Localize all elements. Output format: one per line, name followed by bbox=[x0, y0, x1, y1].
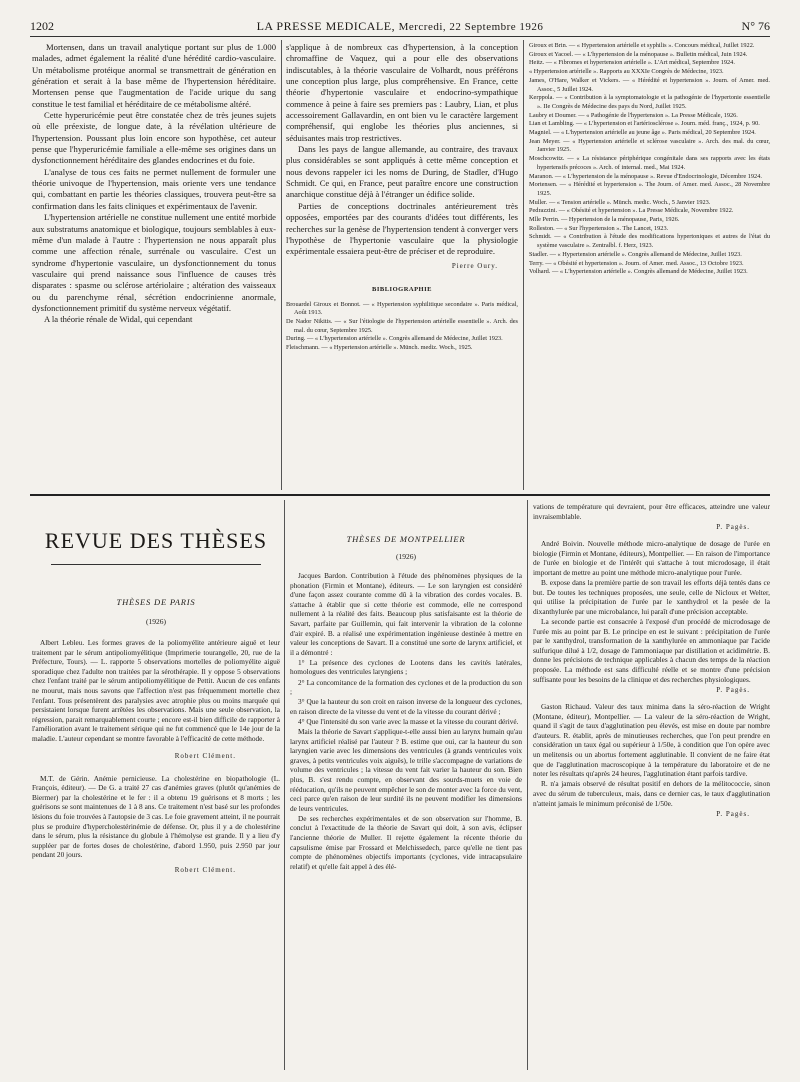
reviewer-signature: P. Pagès. bbox=[716, 523, 750, 532]
reviewer-signature: P. Pagès. bbox=[716, 686, 750, 695]
montpellier-year: (1926) bbox=[396, 552, 416, 561]
montpellier-heading: THÈSES DE MONTPELLIER bbox=[346, 534, 466, 544]
bibliography-entry: Fleischmann. — « Hypertension artérielle ». Münch. mediz. Woch., 1925. bbox=[286, 344, 473, 352]
title-rule bbox=[51, 564, 261, 565]
paragraph: La seconde partie est consacrée à l'exposé d'un procédé de microdosage de l'urée mis au point par B. Le principe en est le suivant : précipitation de l'urée par le xanthydrol, transformation de la xanthylurée en ammoniaque par l'acide sulfurique dilué à 1/2, dosage de l'ammoniaque par distillation et acidimétrie. B. donne les précisions de technique applicables à chacun des temps de la réaction proposée. La méthode est sans difficulté réelle et se montre d'une précision suffisante pour les besoins de la clinique et des recherches physiologiques. bbox=[533, 616, 770, 684]
journal-name: LA PRESSE MEDICALE, bbox=[256, 19, 396, 33]
column-rule bbox=[284, 500, 285, 1070]
paragraph: 1° La présence des cyclones de Lootens dans les cavités latérales, homologues des ventricules laryngiens ; bbox=[290, 657, 522, 677]
bibliography-entry: Rolleston. — « Sur l'hypertension ». The Lancet, 1923. bbox=[529, 224, 669, 232]
paragraph: Cette hyperuricémie peut être constatée chez de très jeunes sujets où elle préexiste, de longue date, à la révélation ultérieure de l'hypertension. Poussant plus loin encore son hypothèse, cet auteur pense que l'hyperuricémie familiale a elle-même ses origines dans un dysfonctionnement héréditaire des glandes endocrines et du foie. bbox=[32, 110, 276, 166]
thesis-review: Gaston Richaud. Valeur des taux minima dans la séro-réaction de Wright (Montane, éditeur), Montpellier. — La valeur de la séro-réaction de Wright, quand il s'agit de taux d'agglutination peu élevés, est mise en doute par nombre d'auteurs. R. établit, après de minutieuses recherches, que l'on peut prendre en considération un taux égal ou supérieur à 1/50e, à condition que l'on opère avec un melitensis ou un abortus fortement agglutinable. Il convient de ne faire état que de l'agglutination macroscopique à la température du laboratoire et de ne noter les résultats qu'après 24 heures, l'agglutination étant parfois tardive. bbox=[533, 702, 770, 779]
column-rule bbox=[281, 40, 282, 490]
paragraph: Parties de conceptions doctrinales antérieurement très opposées, emportées par des courants d'idées tout différents, les recherches sur la genèse de l'hypertension tendent à converger vers l'hypothèse de l'hypertonie vasculaire que la physiologie expérimentale essaiera peut-être de préciser et de reproduire. bbox=[286, 200, 518, 257]
reviewer-signature: Robert Clément. bbox=[174, 751, 236, 760]
paragraph: B. expose dans la première partie de son travail les efforts déjà tentés dans ce but. De toutes les techniques proposées, une seule, celle de Nicloux et Welter, qui utilise la précipitation de l'urée par le xanthydrol et la pesée de la dixanthylurée par une microbalance, lui paraît d'une précision acceptable. bbox=[533, 578, 770, 616]
bibliography-entry: Giroux et Yacoel. — « L'hypertension de la ménopause ». Bulletin médical, Juin 1924. bbox=[529, 50, 748, 58]
paragraph: L'hypertension artérielle ne constitue nullement une entité morbide aux substratums anatomique et biologique, toujours semblables à eux-même d'un malade à l'autre : l'hypertension ne nous apparaît plus comme une affection rénale, surrénale ou vasculaire. C'est un syndrome d'hypertonie vasculaire, un dysfonctionnement du tonus vasculaire qui prend naissance sous l'influence de causes très disparates : spasme ou sclérose artériolaire ; altération des vaisseaux ou du parenchyme rénal, sécrétion endocrinienne anormale, dysfonctionnement primitif du système nerveux végétatif. bbox=[32, 212, 276, 313]
bibliography-entry: Lian et Lambling. — « L'hypertension et l'artériosclérose ». Journ. méd. franç., 1924, p. 90. bbox=[529, 120, 760, 128]
bibliography-entry: Muller. — « Tension artérielle ». Münch. medic. Woch., 5 Janvier 1923. bbox=[529, 198, 711, 206]
top-column-2 bbox=[286, 42, 518, 353]
bibliography-entry: Pedrazzini. — « Obésité et hypertension ». La Presse Médicale, Novembre 1922. bbox=[529, 207, 734, 215]
paragraph: Mortensen, dans un travail analytique portant sur plus de 1.000 malades, admet également la réalité d'une hérédité cardio-vasculaire. Un métabolisme protéique anormal se transmettrait de génération en génération et serait à la base même de l'hypertension héréditaire. Mortensen pense que l'augmentation de l'acide urique du sang constitue le test familial et héréditaire de ce métabolisme altéré. bbox=[32, 42, 276, 109]
thesis-review: Albert Lebleu. Les formes graves de la poliomyélite antérieure aiguë et leur traitement par le sérum antipoliomyélitique (Imprimerie tourangelle, 20, rue de la Préfecture, Tours). — L. rapporte 5 observations mortelles de poliomyélite aiguë sporadique chez l'adulte non traitées par la sérothérapie. Il y oppose 5 observations chez l'enfant traité par le sérum antipoliomyélitique de Pettit. Aucun de ces enfants ne mourut, mais nous savons que l'affection n'est pas fréquemment mortelle chez l'enfant. Tous présentèrent des paralysies avec atrophie plus ou moins marquée qui persistaient lorsque furent arrêtées les observations. Mais une seule observation, la régression, parait remarquablement courte ; encore est-il bien difficile de rapporter à l'amélioration avant le traitement sérique qui ne fut commencé que le 14e jour de la maladie. L'auteur cependant se montre favorable à l'efficacité de cette méthode. bbox=[32, 638, 280, 743]
top-column-1 bbox=[32, 42, 276, 326]
reviewer-signature: P. Pagès. bbox=[716, 810, 750, 819]
bibliography-entry: James, O'Hare, Walker et Vickers. — « Hérédité et hypertension ». Journ. of Amer. med. Assoc., 5 Juillet 1924. bbox=[529, 76, 770, 93]
bibliography-entry: Giroux et Brin. — « Hypertension artérielle et syphilis ». Concours médical, Juillet 1922. bbox=[529, 42, 755, 49]
paragraph: vations de température qui devraient, pour être efficaces, atteindre une valeur invraisemblable. bbox=[533, 502, 770, 521]
journal-title bbox=[30, 18, 770, 35]
bibliography-entry: During. — « L'hypertension artérielle ». Congrès allemand de Médecine, Juillet 1923. bbox=[286, 335, 503, 343]
paragraph: De ses recherches expérimentales et de son observation sur l'homme, B. conclut à l'exactitude de la théorie de Savart qui doit, à son avis, éclipser l'ancienne théorie de Muller. Il rejette également la récente théorie du capsulisme émise par Frossard et Melchissedech, parce qu'elle ne tient pas compte de phénomènes objectifs importants (cyclones, vide intracapsulaire relatif) et qu'elle fait appel à des élé- bbox=[290, 813, 522, 871]
paragraph: s'applique à de nombreux cas d'hypertension, à la conception chromaffine de Vaquez, qui a pour elle des observations indiscutables, à la théorie vasculaire de Volhardt, nous préférons une conception plus large, plus compréhensive. En France, cette théorie d'hypertonie vasculaire et endocrino-sympathique commence à peine à faire ses premiers pas : Laubry, Lian, et plus accessoirement Gallavardin, en ont bien vu le caractère largement compréhensif, qui englobe les théories plus anciennes, si séduisantes mais trop restrictives. bbox=[286, 42, 518, 143]
paragraph: Mais la théorie de Savart s'applique-t-elle aussi bien au larynx humain qu'au larynx artificiel réalisé par l'auteur ? B. estime que oui, car la hauteur du son laryngien varie avec les dimensions des ventricules (à grands ventricules voix graves, à petits ventricules voix aiguës), le trille s'accompagne de variations de volume des ventricules ; la vitesse du vent fait varier la hauteur du son. Bien plus, B. s'est rendu compte, en observant des sourds-muets en voie de rééducation, qu'ils ne peuvent empêcher le son de monter avec la force du vent, ceci parce qu'en raison de leur surdité ils ne peuvent modifier les dimensions de leurs ventricules. bbox=[290, 727, 522, 813]
bibliography-entry: Magniel. — « L'hypertension artérielle au jeune âge ». Paris médical, 20 Septembre 1924. bbox=[529, 129, 756, 137]
bibliography-entry: « Hypertension artérielle ». Rapports au XXXIe Congrès de Médecine, 1923. bbox=[529, 68, 724, 76]
thesis-review: M.T. de Gérin. Anémie pernicieuse. La cholestérine en biopathologie (L. François, éditeur). — De G. a traité 27 cas d'anémies graves (plutôt qu'anémies de Biermer) par la cholestérine et le fer : il a obtenu 19 guérisons et 8 morts ; les guérisons se sont maintenues de 1 à 8 ans. Ce traitement n'est basé sur les profondes lésions du foie trouvées à l'autopsie de 3 cas. Le foie gravement atteint, il ne pourrait plus se produire d'hypercholestérinémie de défense. Or, plus il y a de cholestérine dans le sérum, plus la résistance du globule à l'hémolyse est grande. Il y a lieu d'y suppléer par de fortes doses de cholestérine, d'abord 1.950, puis 2.950 par jour pendant 20 jours. bbox=[32, 773, 280, 860]
bibliography-entry: De Nador Nikitis. — « Sur l'étiologie de l'hypertension artérielle essentielle ». Arch. des mal. du cœur, Septembre 1925. bbox=[286, 317, 518, 334]
bibliography-entry: Terry. — « Obésité et hypertension ». Journ. of Amer. med. Assoc., 13 Octobre 1923. bbox=[529, 259, 744, 267]
bottom-column-3 bbox=[533, 502, 770, 818]
bibliography-entry: Mlle Perrin. — Hypertension de la ménopause, Paris, 1926. bbox=[529, 216, 680, 224]
bibliography-entry: Mortensen. — « Hérédité et hypertension ». The Journ. of Amer. med. Assoc., 28 Novembre 1925. bbox=[529, 181, 770, 197]
bibliography-entry: Kerppola. — « Contribution à la symptomatologie et la pathogénie de l'hypertonie essentielle ». IIe Congrès de Médecine des pays du Nord, Juillet 1925. bbox=[529, 94, 770, 110]
bibliography-entry: Heitz. — « Fibromes et hypertension artérielle ». L'Art médical, Septembre 1924. bbox=[529, 59, 735, 67]
section-rule bbox=[30, 494, 770, 496]
bibliography-entry: Maranon. — « L'hypertension de la ménopause ». Revue d'Endocrinologie, Décembre 1924. bbox=[529, 172, 762, 180]
thesis-review: André Boivin. Nouvelle méthode micro-analytique de dosage de l'urée en biologie (Firmin et Montane, éditeurs), Montpellier. — En raison de l'importance de l'urée en biologie et de l'intérêt qui s'attache à tout microdosage, il était important de mettre au point une méthode micro-analytique pour l'urée. bbox=[533, 539, 770, 577]
section-title: REVUE DES THÈSES bbox=[44, 528, 268, 553]
paragraph: R. n'a jamais observé de résultat positif en dehors de la mélitococcie, sinon avec du sérum de tuberculeux, mais, dans ce dernier cas, le taux d'agglutination n'atteint jamais le minimum préconisé de 1/50e. bbox=[533, 779, 770, 808]
issue-date: Mercredi, 22 Septembre 1926 bbox=[398, 21, 544, 33]
issue-number: N° 76 bbox=[741, 19, 770, 33]
paragraph: 3° Que la hauteur du son croit en raison inverse de la longueur des cyclones, en raison directe de la vitesse du vent et de la vitesse du courant dérivé ; bbox=[290, 697, 522, 716]
bibliography-entry: Stadler. — « Hypertension artérielle ». Congrès allemand de Médecine, Juillet 1923. bbox=[529, 250, 742, 258]
bibliography-entry: Schmidt. — « Contribution à l'étude des modifications hypertoniques et autres de l'état du système vasculaire ». Zentralbl. f. Herz, 1923. bbox=[529, 233, 770, 250]
bibliography-entry: Moschcowitz. — « La résistance périphérique congénitale dans ses rapports avec les états hypertensifs précoces ». Arch. of internal. med., Mai 1924. bbox=[529, 155, 770, 171]
header-rule bbox=[30, 36, 770, 37]
reviewer-signature: Robert Clément. bbox=[174, 865, 236, 874]
column-rule bbox=[523, 40, 524, 490]
paragraph: L'analyse de tous ces faits ne permet nullement de formuler une théorie univoque de l'hypertension, mais oriente vers une tendance qui, combattant en partie les théories classiques, trouvera peut-être sa confirmation dans les faits cliniques et expérimentaux de l'avenir. bbox=[32, 166, 276, 211]
bibliography-entry: Jean Meyer. — « Hypertension artérielle et sclérose vasculaire ». Arch. des mal. du cœur, Janvier 1925. bbox=[529, 137, 770, 154]
bibliography-entry: Brouardel Giroux et Bonnot. — « Hypertension syphilitique secondaire ». Paris médical, Août 1913. bbox=[286, 300, 518, 317]
bibliography-entry: Laubry et Doumer. — « Pathogénie de l'hypertension ». La Presse Médicale, 1926. bbox=[529, 111, 738, 119]
paragraph: A la théorie rénale de Widal, qui cependant bbox=[44, 314, 193, 325]
paris-heading: THÈSES DE PARIS bbox=[116, 597, 196, 607]
bottom-column-1 bbox=[32, 500, 280, 874]
thesis-review: Jacques Bardon. Contribution à l'étude des phénomènes physiques de la phonation (Firmin et Montane), éditeurs. — Le son laryngien est considéré d'une façon assez courante comme dû à la vibration des cordes vocales. B. s'attache à établir que si cette théorie est commode, elle ne correspond nullement à la réalité des faits. Beaucoup plus satisfaisante est la théorie de Savart, parfaite par Guillemin, qui fait intervenir la vibration de la colonne d'air expiré. B. a réalisé une expérimentation ingénieuse destinée à mettre en valeur les conceptions de Savart. Il a constitué une sorte de larynx artificiel, et il a démontré : bbox=[290, 571, 522, 657]
author-signature: Pierre Oury. bbox=[451, 261, 498, 270]
paragraph: 2° La concomitance de la formation des cyclones et de la production du son ; bbox=[290, 677, 522, 697]
bibliography-title: BIBLIOGRAPHIE bbox=[372, 285, 432, 293]
running-header bbox=[30, 18, 770, 34]
paris-year: (1926) bbox=[146, 617, 166, 626]
page-number: 1202 bbox=[30, 19, 54, 33]
bibliography-entry: Volhard. — « L'hypertension artérielle ». Congrès allemand de Médecine, Juillet 1923. bbox=[529, 268, 748, 276]
column-rule bbox=[527, 500, 528, 1070]
top-column-3 bbox=[529, 42, 770, 277]
bottom-column-2 bbox=[290, 500, 522, 872]
paragraph: 4° Que l'intensité du son varie avec la masse et la vitesse du courant dérivé. bbox=[298, 716, 519, 726]
paragraph: Dans les pays de langue allemande, au contraire, des travaux plus considérables se sont appliqués à cette même conception et nous devons rappeler ici les noms de During, de Stadler, d'Hugo Schmidt. Ce qui, en France, peut paraître encore une construction anarchique constitue déjà à l'étranger un édifice solide. bbox=[286, 144, 518, 200]
